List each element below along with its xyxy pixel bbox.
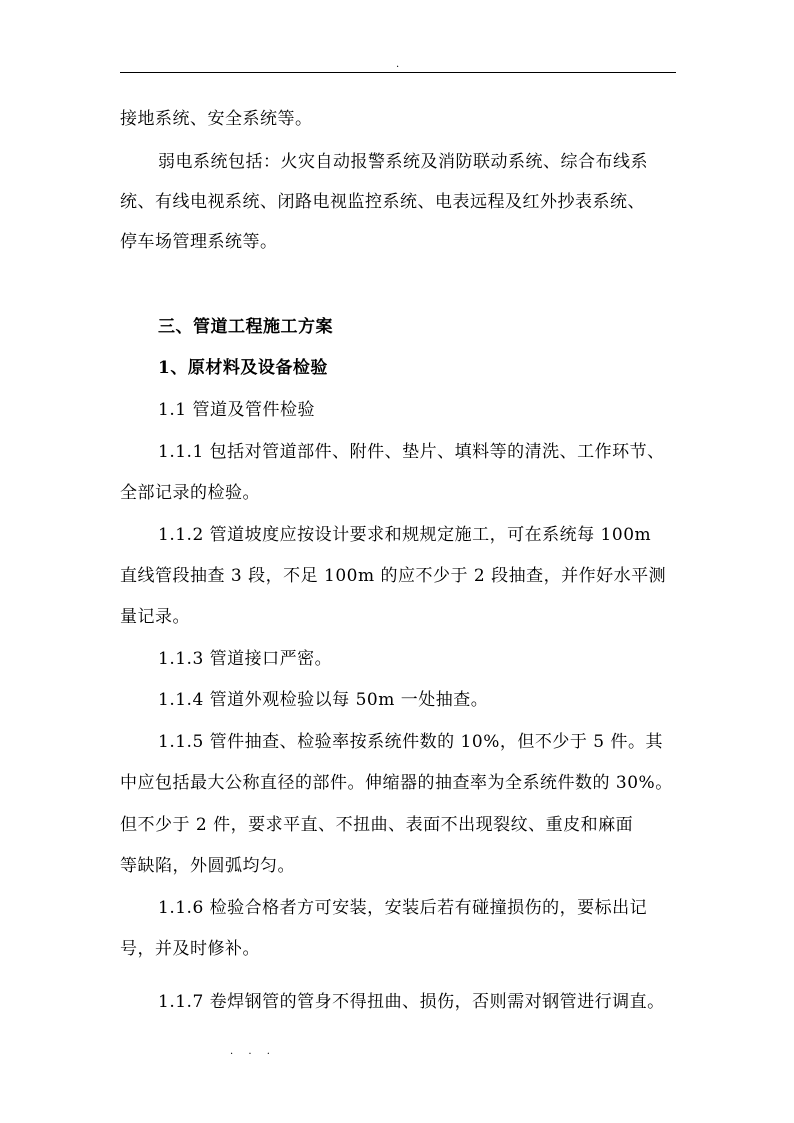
paragraph-line: 1.1.7 卷焊钢管的管身不得扭曲、损伤，否则需对钢管进行调直。 [158, 992, 665, 1012]
paragraph-line: 1.1.3 管道接口严密。 [158, 649, 333, 669]
paragraph-line: 中应包括最大公称直径的部件。伸缩器的抽查率为全系统件数的 30%。 [120, 773, 673, 793]
paragraph-line: 但不少于 2 件，要求平直、不扭曲、表面不出现裂纹、重皮和麻面 [120, 815, 634, 835]
paragraph-line: 1.1.2 管道坡度应按设计要求和规规定施工，可在系统每 100m [158, 525, 652, 545]
paragraph-line: 1.1.1 包括对管道部件、附件、垫片、填料等的清洗、工作环节、 [158, 442, 665, 462]
paragraph-line: 统、有线电视系统、闭路电视监控系统、电表远程及红外抄表系统、 [120, 192, 645, 212]
paragraph-line: 弱电系统包括：火灾自动报警系统及消防联动系统、综合布线系 [158, 152, 648, 172]
section-heading: 三、管道工程施工方案 [158, 317, 333, 337]
paragraph-line: 接地系统、安全系统等。 [120, 109, 313, 129]
paragraph-line: 直线管段抽查 3 段，不足 100m 的应不少于 2 段抽查，并作好水平测 [120, 566, 667, 586]
paragraph-line: 量记录。 [120, 607, 190, 627]
paragraph-line: 1.1.5 管件抽查、检验率按系统件数的 10%，但不少于 5 件。其 [158, 732, 663, 752]
footer-mark: . . . [230, 1046, 276, 1057]
header-rule [120, 72, 676, 73]
paragraph-line: 1.1.4 管道外观检验以每 50m 一处抽查。 [158, 690, 489, 710]
paragraph-line: 全部记录的检验。 [120, 483, 260, 503]
paragraph-line: 等缺陷，外圆弧均匀。 [120, 856, 295, 876]
subsection-heading: 1、原材料及设备检验 [158, 358, 328, 378]
paragraph-line: 停车场管理系统等。 [120, 232, 278, 252]
paragraph-line: 1.1.6 检验合格者方可安装，安装后若有碰撞损伤的，要标出记 [158, 898, 648, 918]
subsubsection-heading: 1.1 管道及管件检验 [158, 400, 315, 420]
header-mark: . [396, 59, 400, 70]
paragraph-line: 号，并及时修补。 [120, 939, 260, 959]
